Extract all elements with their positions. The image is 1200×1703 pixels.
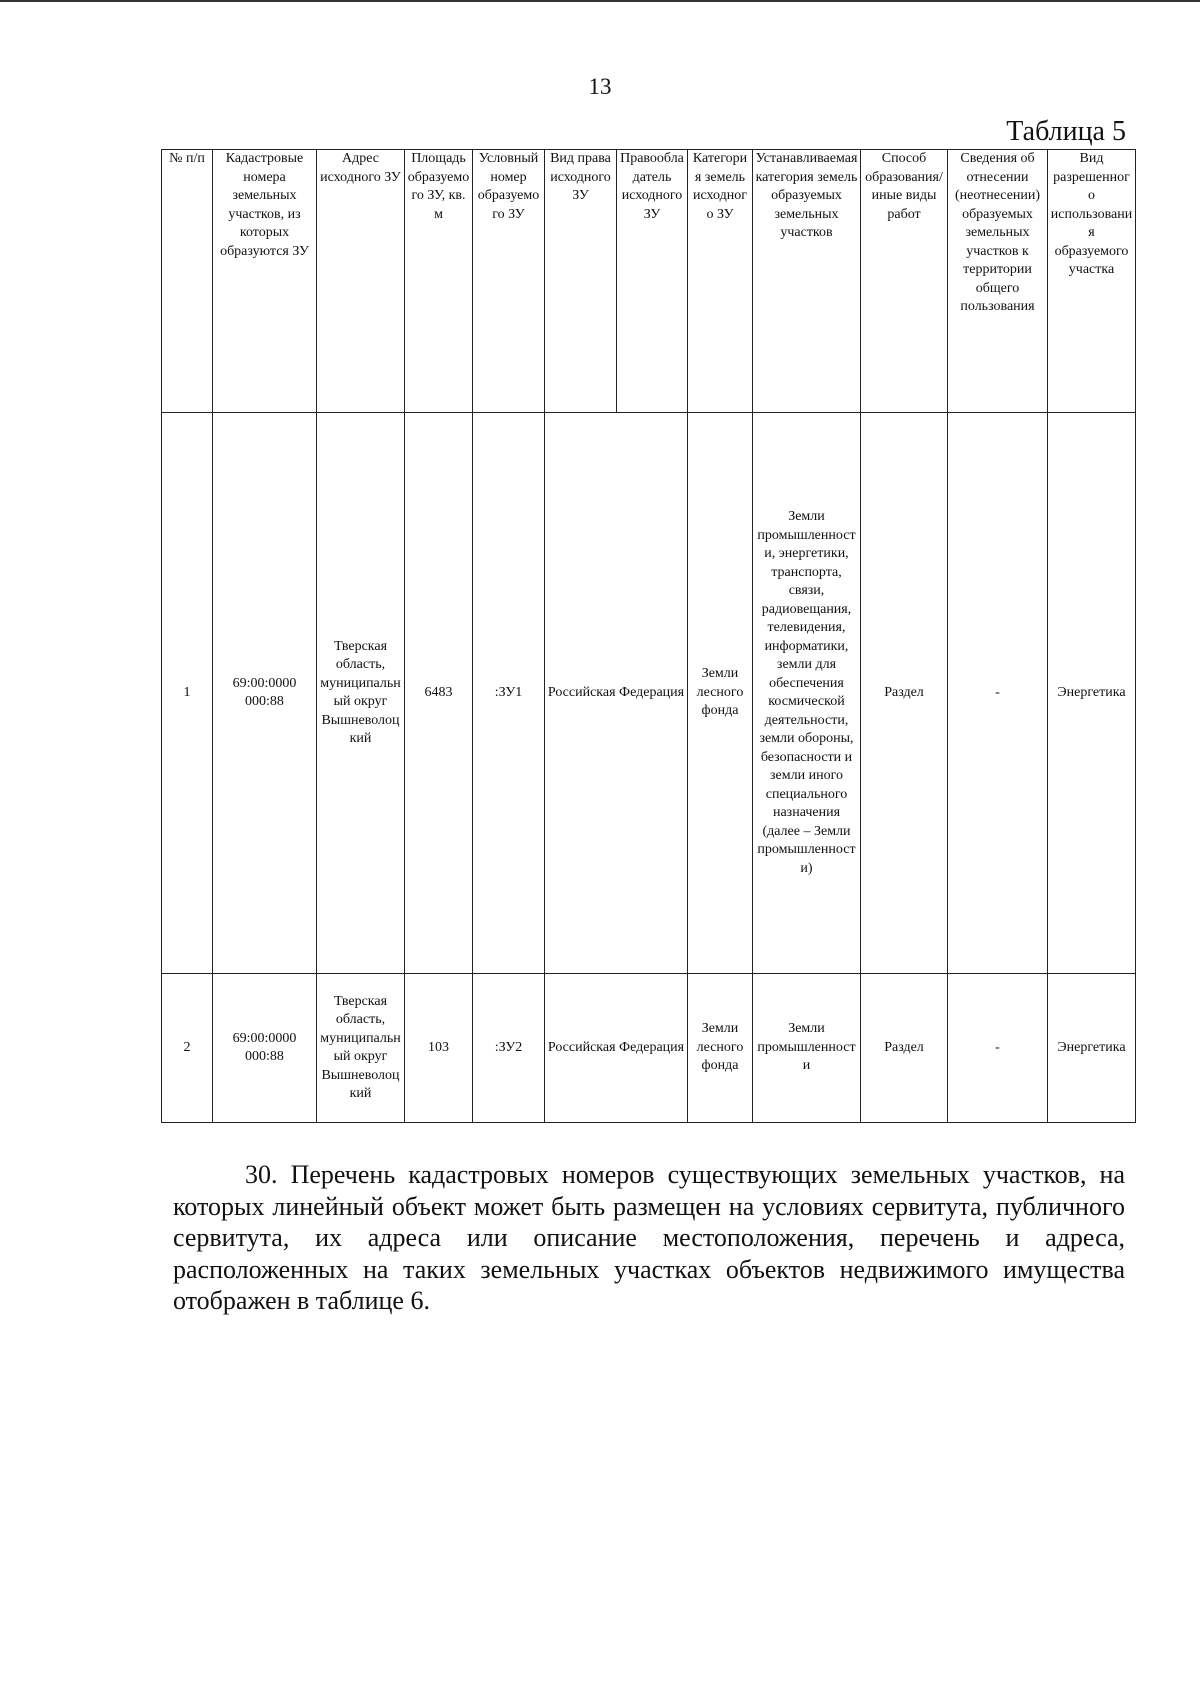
cell-method: Раздел (861, 413, 948, 974)
header-permitted-use: Вид разрешенного использования образуемого участка (1048, 150, 1136, 413)
header-right-type: Вид права исходного ЗУ (545, 150, 617, 413)
cell-num: 1 (162, 413, 213, 974)
cell-public-use: - (948, 974, 1048, 1123)
header-public-use: Сведения об отнесении (неотнесении) образуемых земельных участков к территории общего пользования (948, 150, 1048, 413)
table-caption: Таблица 5 (1006, 116, 1126, 147)
cell-permitted-use: Энергетика (1048, 974, 1136, 1123)
cell-area: 6483 (405, 413, 473, 974)
cell-cadastral: 69:00:0000 000:88 (213, 413, 317, 974)
header-cadastral: Кадастровые номера земельных участков, из которых образуются ЗУ (213, 150, 317, 413)
table-row (162, 974, 1136, 1123)
header-right-holder: Правообладатель исходного ЗУ (617, 150, 688, 413)
cell-category: Земли лесного фонда (688, 974, 753, 1123)
cell-num: 2 (162, 974, 213, 1123)
cell-cond-num: :ЗУ2 (473, 974, 545, 1123)
cell-new-category: Земли промышленности (753, 974, 861, 1123)
page-top-edge (0, 0, 1200, 2)
cell-area: 103 (405, 974, 473, 1123)
header-num: № п/п (162, 150, 213, 413)
cell-new-category: Земли промышленности, энергетики, транспорта, связи, радиовещания, телевидения, информатики, земли для обеспечения космической деятельности, земли обороны, безопасности и земли иного специального назначения (далее – Земли промышленности) (753, 413, 861, 974)
table-header-row (162, 150, 1136, 413)
body-paragraph: 30. Перечень кадастровых номеров существующих земельных участков, на которых линейный объект может быть размещен на условиях сервитута, публичного сервитута, их адреса или описание местоположения, перечень и адреса, расположенных на таких земельных участках объектов недвижимого имущества отображен в таблице 6. (173, 1160, 1125, 1315)
cell-address: Тверская область, муниципальный округ Вышневолоцкий (317, 974, 405, 1123)
cell-public-use: - (948, 413, 1048, 974)
header-cond-num: Условный номер образуемого ЗУ (473, 150, 545, 413)
cell-cond-num: :ЗУ1 (473, 413, 545, 974)
cell-category: Земли лесного фонда (688, 413, 753, 974)
cell-cadastral: 69:00:0000 000:88 (213, 974, 317, 1123)
cell-right-owner: Российская Федерация (545, 974, 688, 1123)
land-plots-table (161, 149, 1136, 1123)
cell-permitted-use: Энергетика (1048, 413, 1136, 974)
cell-method: Раздел (861, 974, 948, 1123)
header-new-category: Устанавливаемая категория земель образуемых земельных участков (753, 150, 861, 413)
table-row (162, 413, 1136, 974)
header-address: Адрес исходного ЗУ (317, 150, 405, 413)
cell-address: Тверская область, муниципальный округ Вышневолоцкий (317, 413, 405, 974)
header-method: Способ образования/ иные виды работ (861, 150, 948, 413)
header-category: Категория земель исходного ЗУ (688, 150, 753, 413)
page-number: 13 (588, 74, 612, 99)
header-area: Площадь образуемого ЗУ, кв. м (405, 150, 473, 413)
cell-right-owner: Российская Федерация (545, 413, 688, 974)
